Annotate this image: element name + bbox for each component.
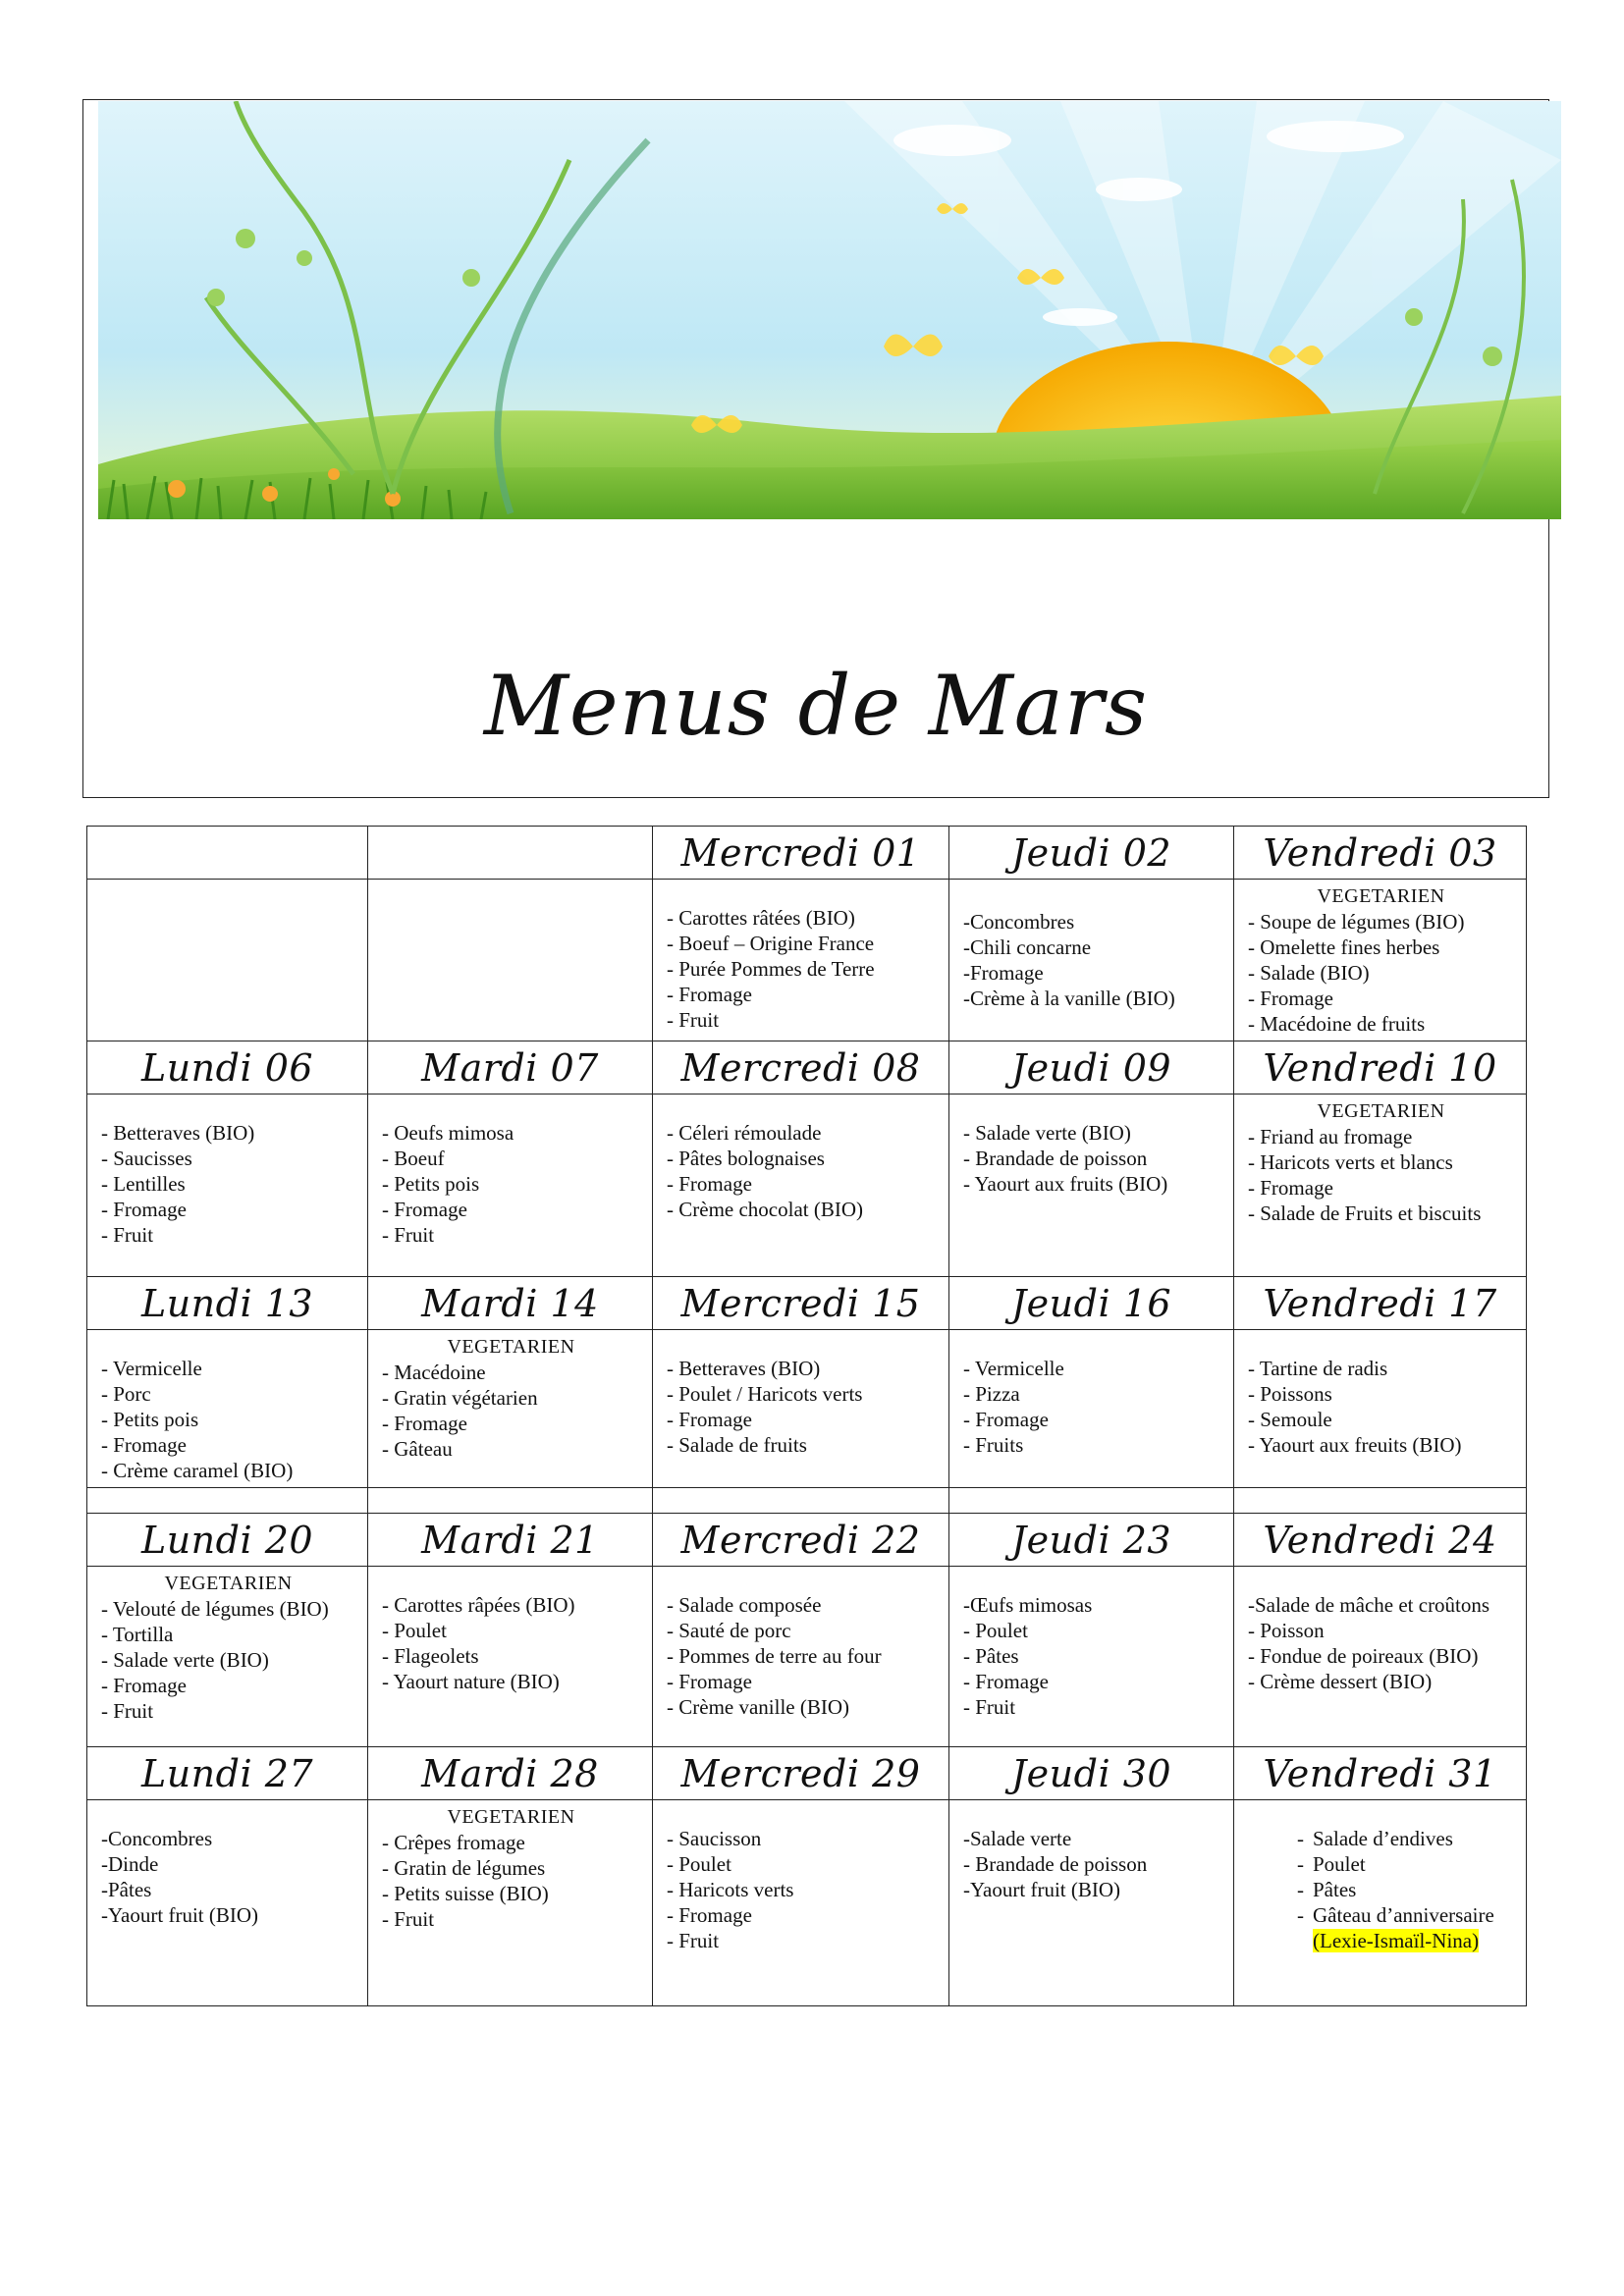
menu-cell-jeudi-16	[949, 1330, 1234, 1488]
menu-cell-lundi-27	[87, 1800, 368, 2006]
menu-item: - Crème vanille (BIO)	[667, 1695, 850, 1719]
menu-item: - Soupe de légumes (BIO)	[1248, 910, 1465, 934]
day-label-mardi-14: Mardi 14	[368, 1277, 653, 1330]
menu-item: - Lentilles	[101, 1172, 186, 1196]
menu-cell-mardi-14	[368, 1330, 653, 1488]
week-2-day-row	[87, 1041, 1527, 1095]
menu-item: - Poulet	[667, 1852, 731, 1876]
menu-item: -Pâtes	[101, 1878, 152, 1901]
menu-items	[963, 1120, 1221, 1197]
day-label-jeudi-30: Jeudi 30	[949, 1747, 1234, 1800]
vegetarian-label: VEGETARIEN	[1317, 1100, 1445, 1122]
day-label-vendredi-03: Vendredi 03	[1234, 827, 1527, 880]
menu-item: - Poulet	[382, 1619, 447, 1642]
menu-items	[667, 1592, 937, 1720]
menu-item: - Fromage	[1248, 987, 1333, 1010]
menu-item: - Crème caramel (BIO)	[101, 1459, 294, 1482]
menu-item: - Petits suisse (BIO)	[382, 1882, 549, 1905]
menu-item: -Œufs mimosas	[963, 1593, 1093, 1617]
birthday-names-highlight: (Lexie-Ismaïl-Nina)	[1313, 1929, 1480, 1952]
menu-item: - Brandade de poisson	[963, 1852, 1148, 1876]
menu-item: - Salade (BIO)	[1248, 961, 1370, 985]
vegetarian-label: VEGETARIEN	[447, 1336, 575, 1358]
menu-item: -Yaourt fruit (BIO)	[101, 1903, 259, 1927]
list-dash: -	[1297, 1852, 1304, 1876]
menu-item: - Flageolets	[382, 1644, 479, 1668]
menu-items	[963, 1592, 1221, 1720]
day-label-vendredi-17: Vendredi 17	[1234, 1277, 1527, 1330]
day-label-jeudi-09: Jeudi 09	[949, 1041, 1234, 1095]
spacer-row	[87, 1488, 1527, 1514]
menu-item: - Fruit	[101, 1223, 154, 1247]
menu-cell-vendredi-10	[1234, 1095, 1527, 1277]
menu-items	[667, 1120, 937, 1222]
menu-item: -Chili concarne	[963, 935, 1092, 959]
menu-item: - Fromage	[963, 1408, 1049, 1431]
menu-item: - Crème chocolat (BIO)	[667, 1198, 864, 1221]
menu-table	[86, 826, 1527, 2006]
menu-item: - Vermicelle	[963, 1357, 1064, 1380]
menu-cell-mercredi-22	[653, 1567, 949, 1747]
day-label-lundi-06: Lundi 06	[87, 1041, 368, 1095]
menu-item: - Yaourt nature (BIO)	[382, 1670, 560, 1693]
menu-cell-empty	[87, 880, 368, 1041]
menu-item: - Saucisson	[667, 1827, 762, 1850]
week-5-menu-row	[87, 1800, 1527, 2006]
menu-item: - Fruit	[667, 1929, 720, 1952]
menu-item: - Brandade de poisson	[963, 1147, 1148, 1170]
menu-item: - Fondue de poireaux (BIO)	[1248, 1644, 1479, 1668]
menu-item: - Pizza	[963, 1382, 1020, 1406]
menu-item-text: Poulet	[1313, 1852, 1366, 1876]
menu-item: - Fromage	[101, 1674, 187, 1697]
menu-items	[1248, 909, 1514, 1037]
menu-item: - Yaourt aux freuits (BIO)	[1248, 1433, 1462, 1457]
day-label-vendredi-31: Vendredi 31	[1234, 1747, 1527, 1800]
menu-item: -Crème à la vanille (BIO)	[963, 987, 1175, 1010]
menu-items	[963, 1826, 1221, 1902]
day-label-jeudi-16: Jeudi 16	[949, 1277, 1234, 1330]
menu-item: -Salade de mâche et croûtons	[1248, 1593, 1490, 1617]
day-label-mercredi-01: Mercredi 01	[653, 827, 949, 880]
menu-item: - Fromage	[382, 1412, 467, 1435]
day-label-mardi-21: Mardi 21	[368, 1514, 653, 1567]
day-label-mercredi-29: Mercredi 29	[653, 1747, 949, 1800]
day-label-vendredi-24: Vendredi 24	[1234, 1514, 1527, 1567]
menu-item: - Boeuf	[382, 1147, 445, 1170]
menu-item: - Poulet	[963, 1619, 1028, 1642]
menu-item: - Fromage	[963, 1670, 1049, 1693]
menu-item: - Fromage	[667, 1408, 752, 1431]
menu-items	[1248, 1592, 1514, 1694]
menu-item: - Céleri rémoulade	[667, 1121, 822, 1145]
day-label-jeudi-02: Jeudi 02	[949, 827, 1234, 880]
menu-item: -Salade verte	[963, 1827, 1072, 1850]
day-label-mardi-28: Mardi 28	[368, 1747, 653, 1800]
menu-items	[1248, 1826, 1514, 1953]
menu-items	[101, 1120, 355, 1248]
menu-item: - Fruit	[101, 1699, 154, 1723]
menu-item: - Carottes râpées (BIO)	[382, 1593, 575, 1617]
spacer-cell	[368, 1488, 653, 1514]
week-3-menu-row	[87, 1330, 1527, 1488]
menu-item: - Semoule	[1248, 1408, 1332, 1431]
menu-cell-empty	[368, 880, 653, 1041]
day-label-mercredi-15: Mercredi 15	[653, 1277, 949, 1330]
menu-item: - Vermicelle	[101, 1357, 202, 1380]
menu-item: - Salade verte (BIO)	[963, 1121, 1131, 1145]
menu-item	[1248, 1851, 1514, 1877]
menu-item: - Betteraves (BIO)	[667, 1357, 821, 1380]
day-label-lundi-20: Lundi 20	[87, 1514, 368, 1567]
menu-item: - Haricots verts	[667, 1878, 794, 1901]
week-4-menu-row	[87, 1567, 1527, 1747]
menu-item: - Fromage	[101, 1433, 187, 1457]
menu-item: -Concombres	[101, 1827, 213, 1850]
menu-items	[667, 1356, 937, 1458]
menu-item: - Pommes de terre au four	[667, 1644, 882, 1668]
week-2-menu-row	[87, 1095, 1527, 1277]
menu-cell-mardi-07	[368, 1095, 653, 1277]
day-label-lundi-13: Lundi 13	[87, 1277, 368, 1330]
list-dash: -	[1297, 1827, 1304, 1850]
menu-items	[382, 1120, 640, 1248]
week-3-day-row	[87, 1277, 1527, 1330]
menu-item: - Omelette fines herbes	[1248, 935, 1440, 959]
spacer-cell	[949, 1488, 1234, 1514]
menu-item: - Pâtes	[963, 1644, 1019, 1668]
menu-item: - Salade composée	[667, 1593, 822, 1617]
menu-item: - Salade verte (BIO)	[101, 1648, 269, 1672]
menu-item: - Yaourt aux fruits (BIO)	[963, 1172, 1168, 1196]
menu-cell-jeudi-02	[949, 880, 1234, 1041]
menu-item: -Fromage	[963, 961, 1044, 985]
menu-item: -Yaourt fruit (BIO)	[963, 1878, 1121, 1901]
day-label-mercredi-08: Mercredi 08	[653, 1041, 949, 1095]
menu-cell-lundi-06	[87, 1095, 368, 1277]
menu-item: -Concombres	[963, 910, 1075, 934]
menu-item: - Petits pois	[101, 1408, 199, 1431]
menu-item: - Tartine de radis	[1248, 1357, 1388, 1380]
menu-item: - Porc	[101, 1382, 151, 1406]
menu-item: - Fromage	[667, 1670, 752, 1693]
day-label-lundi-27: Lundi 27	[87, 1747, 368, 1800]
menu-item-text: Pâtes	[1313, 1878, 1357, 1901]
menu-cell-lundi-13	[87, 1330, 368, 1488]
spacer-cell	[1234, 1488, 1527, 1514]
menu-item: - Gratin végétarien	[382, 1386, 538, 1410]
menu-item: - Crêpes fromage	[382, 1831, 525, 1854]
list-dash: -	[1297, 1878, 1304, 1901]
menu-item: - Poisson	[1248, 1619, 1325, 1642]
menu-item: - Fruit	[667, 1008, 720, 1032]
menu-item: - Betteraves (BIO)	[101, 1121, 255, 1145]
menu-item: - Fruits	[963, 1433, 1024, 1457]
menu-items	[382, 1592, 640, 1694]
menu-item: - Fruit	[963, 1695, 1016, 1719]
menu-item	[1248, 1826, 1514, 1851]
menu-item: - Macédoine	[382, 1361, 486, 1384]
menu-cell-vendredi-31	[1234, 1800, 1527, 2006]
list-dash: -	[1297, 1903, 1304, 1927]
spacer-cell	[653, 1488, 949, 1514]
menu-item: - Haricots verts et blancs	[1248, 1150, 1453, 1174]
menu-item: - Velouté de légumes (BIO)	[101, 1597, 329, 1621]
day-label-mardi-07: Mardi 07	[368, 1041, 653, 1095]
menu-item: - Fromage	[1248, 1176, 1333, 1200]
menu-items	[667, 1826, 937, 1953]
menu-cell-mercredi-08	[653, 1095, 949, 1277]
menu-item: - Poulet / Haricots verts	[667, 1382, 863, 1406]
menu-item: - Oeufs mimosa	[382, 1121, 514, 1145]
menu-item: - Gâteau	[382, 1437, 453, 1461]
menu-item: - Fruit	[382, 1907, 435, 1931]
menu-item: -Dinde	[101, 1852, 159, 1876]
page-title: Menus de Mars	[483, 658, 1149, 754]
menu-item: - Fromage	[101, 1198, 187, 1221]
menu-items	[101, 1356, 355, 1483]
week-5-day-row	[87, 1747, 1527, 1800]
menu-items	[101, 1596, 355, 1724]
menu-item: - Petits pois	[382, 1172, 480, 1196]
menu-item: - Friand au fromage	[1248, 1125, 1413, 1148]
menu-items	[963, 1356, 1221, 1458]
vegetarian-label: VEGETARIEN	[1317, 885, 1445, 907]
menu-items	[382, 1360, 640, 1462]
menu-item: - Fromage	[667, 1172, 752, 1196]
week-4-day-row	[87, 1514, 1527, 1567]
menu-cell-mardi-21	[368, 1567, 653, 1747]
vegetarian-label: VEGETARIEN	[164, 1573, 293, 1594]
spacer-cell	[87, 1488, 368, 1514]
menu-item: - Fromage	[382, 1198, 467, 1221]
menu-item-text: Gâteau d’anniversaire	[1313, 1903, 1494, 1927]
menu-item: - Salade de fruits	[667, 1433, 807, 1457]
day-label-vendredi-10: Vendredi 10	[1234, 1041, 1527, 1095]
menu-item: - Gratin de légumes	[382, 1856, 546, 1880]
menu-item	[1248, 1877, 1514, 1902]
menu-items	[963, 909, 1221, 1011]
menu-item: - Pâtes bolognaises	[667, 1147, 825, 1170]
menu-items	[101, 1826, 355, 1928]
menu-item: - Tortilla	[101, 1623, 174, 1646]
day-label	[368, 827, 653, 880]
menu-cell-lundi-20	[87, 1567, 368, 1747]
menu-item: - Fruit	[382, 1223, 435, 1247]
menu-item-text: Salade d’endives	[1313, 1827, 1453, 1850]
menu-item: - Carottes râtées (BIO)	[667, 906, 855, 930]
day-label	[87, 827, 368, 880]
day-label-mercredi-22: Mercredi 22	[653, 1514, 949, 1567]
menu-items	[382, 1830, 640, 1932]
menu-item: - Purée Pommes de Terre	[667, 957, 875, 981]
menu-cell-vendredi-24	[1234, 1567, 1527, 1747]
menu-cell-mercredi-29	[653, 1800, 949, 2006]
menu-cell-jeudi-23	[949, 1567, 1234, 1747]
menu-item: - Macédoine de fruits	[1248, 1012, 1426, 1036]
menu-cell-mercredi-15	[653, 1330, 949, 1488]
menu-item	[1248, 1902, 1514, 1953]
menu-item: - Salade de Fruits et biscuits	[1248, 1201, 1482, 1225]
menu-item: - Crème dessert (BIO)	[1248, 1670, 1433, 1693]
menu-cell-vendredi-03	[1234, 880, 1527, 1041]
day-label-jeudi-23: Jeudi 23	[949, 1514, 1234, 1567]
menu-cell-vendredi-17	[1234, 1330, 1527, 1488]
vegetarian-label: VEGETARIEN	[447, 1806, 575, 1828]
week-1-day-row	[87, 827, 1527, 880]
menu-items	[667, 905, 937, 1033]
menu-item: - Saucisses	[101, 1147, 192, 1170]
menu-item: - Fromage	[667, 1903, 752, 1927]
menu-cell-jeudi-09	[949, 1095, 1234, 1277]
menu-item: - Fromage	[667, 983, 752, 1006]
spring-banner-illustration	[98, 101, 1561, 519]
menu-cell-mardi-28	[368, 1800, 653, 2006]
menu-item: - Boeuf – Origine France	[667, 932, 875, 955]
week-1-menu-row	[87, 880, 1527, 1041]
menu-cell-jeudi-30	[949, 1800, 1234, 2006]
menu-cell-mercredi-01	[653, 880, 949, 1041]
menu-item: - Sauté de porc	[667, 1619, 791, 1642]
menu-items	[1248, 1356, 1514, 1458]
menu-items	[1248, 1124, 1514, 1226]
menu-item: - Poissons	[1248, 1382, 1332, 1406]
